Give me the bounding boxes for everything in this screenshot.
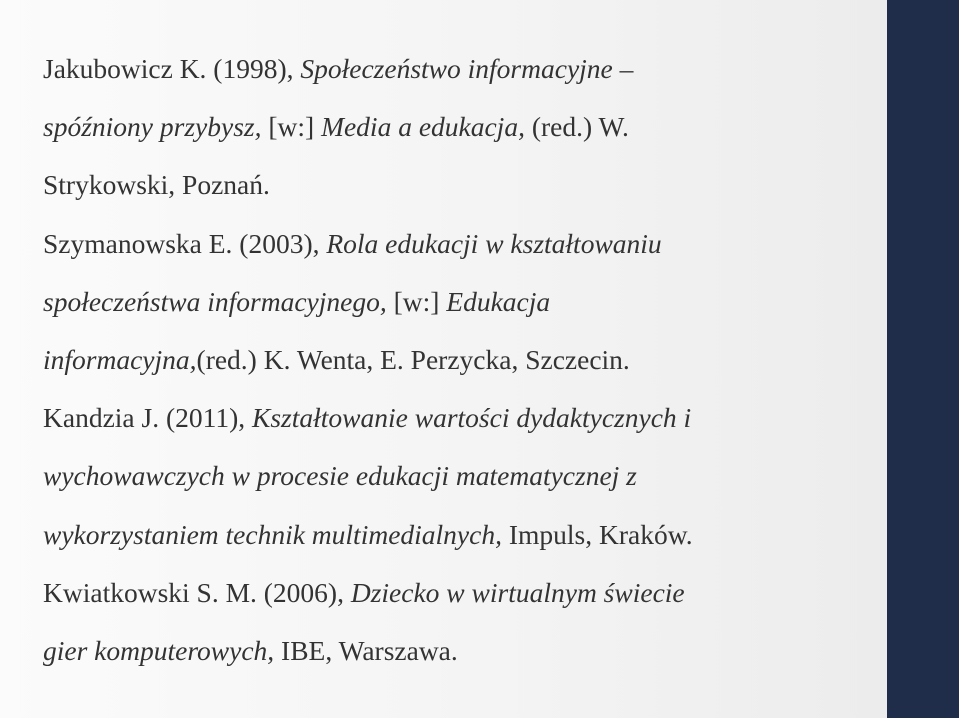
reference-line bbox=[43, 447, 873, 505]
reference-line bbox=[43, 156, 873, 214]
reference-list bbox=[43, 40, 873, 680]
reference-line bbox=[43, 331, 873, 389]
reference-title-text: gier komputerowych, bbox=[43, 634, 275, 666]
reference-text: Jakubowicz K. (1998), bbox=[43, 53, 301, 84]
reference-text: Kandzia J. (2011), bbox=[43, 402, 252, 434]
reference-title-text: Rola edukacji w kształtowaniu bbox=[326, 227, 662, 259]
reference-line bbox=[43, 389, 873, 447]
reference-text: [w:] bbox=[386, 285, 447, 317]
reference-title-text: Edukacja bbox=[446, 285, 551, 317]
reference-title-text: wychowawczych w procesie edukacji matematycznej z bbox=[43, 460, 637, 492]
reference-text: (red.) W. bbox=[524, 111, 629, 143]
reference-entry bbox=[43, 564, 873, 680]
reference-line bbox=[43, 40, 873, 98]
reference-text: [w:] bbox=[261, 111, 322, 143]
reference-title-text: Społeczeństwo informacyjne – bbox=[300, 53, 634, 84]
reference-text: (red.) K. Wenta, E. Perzycka, Szczecin. bbox=[196, 343, 630, 375]
reference-title-text: wykorzystaniem technik multimedialnych, bbox=[43, 518, 502, 550]
reference-line bbox=[43, 215, 873, 273]
reference-title-text: Dziecko w wirtualnym świecie bbox=[350, 576, 685, 608]
reference-entry bbox=[43, 215, 873, 390]
reference-line bbox=[43, 622, 873, 680]
reference-line bbox=[43, 564, 873, 622]
reference-line bbox=[43, 98, 873, 156]
reference-line bbox=[43, 506, 873, 564]
reference-entry bbox=[43, 389, 873, 564]
sidebar-accent-bar bbox=[887, 0, 959, 718]
reference-entry bbox=[43, 40, 873, 215]
reference-text: Szymanowska E. (2003), bbox=[43, 227, 327, 259]
reference-title-text: spóźniony przybysz, bbox=[43, 111, 262, 143]
reference-title-text: informacyjna, bbox=[43, 343, 197, 375]
reference-title-text: Kształtowanie wartości dydaktycznych i bbox=[252, 402, 692, 434]
reference-text: Impuls, Kraków. bbox=[501, 518, 693, 550]
reference-title-text: społeczeństwa informacyjnego, bbox=[43, 285, 387, 317]
reference-text: Strykowski, Poznań. bbox=[43, 169, 270, 201]
reference-title-text: Media a edukacja, bbox=[321, 111, 525, 143]
reference-text: Kwiatkowski S. M. (2006), bbox=[43, 576, 351, 608]
reference-line bbox=[43, 273, 873, 331]
reference-text: IBE, Warszawa. bbox=[274, 634, 458, 666]
